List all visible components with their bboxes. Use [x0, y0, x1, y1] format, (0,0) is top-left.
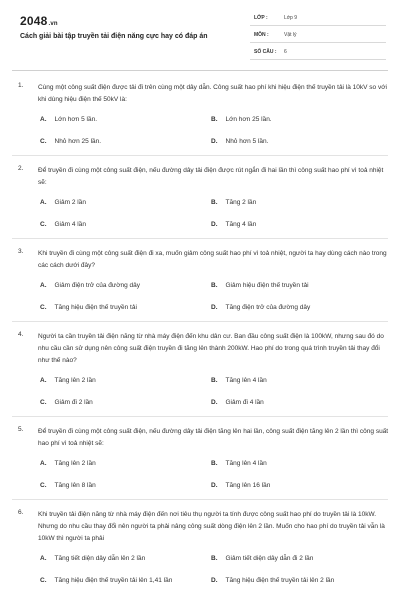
answer-b[interactable] — [211, 116, 272, 123]
answer-letter: A. — [40, 199, 47, 206]
answer-letter: D. — [211, 304, 218, 311]
site-logo[interactable] — [20, 14, 58, 28]
answer-a[interactable] — [40, 199, 86, 206]
meta-key: SỐ CÂU : — [254, 49, 277, 55]
meta-value: Lớp 9 — [284, 15, 298, 21]
answer-b[interactable] — [211, 199, 256, 206]
answer-text: Lớn hơn 25 lần. — [225, 116, 272, 123]
answer-text: Tăng 4 lần — [225, 221, 257, 228]
question-text: Cùng một công suất điện được tải đi trên cùng một dây dẫn. Công suất hao phí khi hiệu điện thế truyền tải là 10kV so với khi dùng hiệu điện thế 50kV là: — [38, 84, 387, 103]
answer-letter: B. — [211, 460, 218, 467]
answer-letter: C. — [40, 577, 47, 584]
answer-d[interactable] — [211, 399, 264, 406]
answer-text: Tăng lên 8 lần — [54, 482, 96, 489]
answer-letter: C. — [40, 221, 47, 228]
question-divider — [12, 499, 388, 500]
answer-text: Lớn hơn 5 lần. — [54, 116, 97, 123]
question-divider — [12, 321, 388, 322]
answer-letter: B. — [211, 116, 218, 123]
answer-letter: C. — [40, 304, 47, 311]
meta-key: LỚP : — [254, 15, 268, 21]
answer-letter: C. — [40, 399, 47, 406]
answer-text: Tăng lên 4 lần — [225, 460, 267, 467]
answer-text: Tăng hiệu điện thế truyền tải lên 2 lần — [225, 577, 335, 584]
question-number: 3. — [18, 248, 24, 255]
answer-c[interactable] — [40, 221, 86, 228]
question-divider — [12, 416, 388, 417]
answer-letter: A. — [40, 460, 47, 467]
question-text: Người ta cần truyền tải điện năng từ nhà máy điện đến khu dân cư. Ban đầu công suất điện là 100kW, nhưng sau đó do nhu cầu cần sử dụng nên công suất điện truyền đi tăng lên thành 200kW. Hao phí do trong quá trình truyền tải thay đổi như thế nào? — [38, 333, 384, 364]
answer-text: Tăng điện trở của đường dây — [225, 304, 311, 311]
answer-letter: D. — [211, 138, 218, 145]
meta-row-count — [250, 47, 386, 60]
answer-b[interactable] — [211, 282, 309, 289]
answer-d[interactable] — [211, 577, 334, 584]
answer-d[interactable] — [211, 304, 310, 311]
answer-text: Giảm hiệu điện thế truyền tải — [225, 282, 309, 289]
answer-d[interactable] — [211, 221, 256, 228]
answer-a[interactable] — [40, 377, 96, 384]
answer-text: Giảm tiết diện dây dẫn đi 2 lần — [225, 555, 314, 562]
meta-value: 6 — [284, 49, 287, 55]
question-text: Để truyền đi cùng một công suất điện, nếu đường dây tải điện tăng lên hai lần, công suất điện tăng lên 2 lần thì công suất hao phí vì toả nhiệt sẽ: — [38, 428, 389, 447]
question-number: 5. — [18, 426, 24, 433]
answer-letter: A. — [40, 282, 47, 289]
answer-text: Tăng tiết diện dây dẫn lên 2 lần — [54, 555, 146, 562]
answer-text: Giảm đi 2 lần — [54, 399, 93, 406]
answer-d[interactable] — [211, 482, 270, 489]
meta-info — [250, 13, 386, 64]
answer-a[interactable] — [40, 460, 96, 467]
answer-text: Nhỏ hơn 25 lần. — [54, 138, 102, 145]
question-text: Để truyền đi cùng một công suất điện, nếu đường dây tải điện được rút ngắn đi hai lần thì công suất hao phí vì toả nhiệt sẽ: — [38, 167, 384, 186]
answer-text: Tăng lên 4 lần — [225, 377, 267, 384]
answer-letter: D. — [211, 577, 218, 584]
answer-text: Giảm 2 lần — [54, 199, 86, 206]
answer-letter: B. — [211, 555, 218, 562]
answer-letter: B. — [211, 199, 218, 206]
question-text: Khi truyền tải điện năng từ nhà máy điện đến nơi tiêu thụ người ta tính được công suất hao phí do truyền tải là 10kW. Nhưng do nhu cầu thay đổi nên người ta phải nâng công suất dòng điện lên 2 lần. Muốn cho hao phí do truyền tải vẫn là 10kW thì người ta phải — [38, 511, 385, 542]
meta-value: Vật lý — [284, 32, 297, 38]
logo-suffix: .vn — [48, 21, 58, 27]
answer-b[interactable] — [211, 555, 313, 562]
question-number: 4. — [18, 331, 24, 338]
answer-d[interactable] — [211, 138, 268, 145]
meta-key: MÔN : — [254, 32, 269, 38]
answer-letter: C. — [40, 482, 47, 489]
question-text: Khi truyền đi cùng một công suất điện đi xa, muốn giảm công suất hao phí vì toả nhiệt, người ta hay dùng cách nào trong các cách dưới đây? — [38, 250, 387, 269]
answer-c[interactable] — [40, 304, 137, 311]
answer-letter: D. — [211, 482, 218, 489]
answer-text: Tăng 2 lần — [225, 199, 257, 206]
answer-text: Tăng hiệu điện thế truyền tải — [54, 304, 137, 311]
answer-text: Tăng lên 2 lần — [54, 460, 96, 467]
question-number: 6. — [18, 509, 24, 516]
answer-text: Tăng hiệu điện thế truyền tải lên 1,41 lần — [54, 577, 173, 584]
answer-c[interactable] — [40, 138, 101, 145]
answer-letter: D. — [211, 399, 218, 406]
answer-c[interactable] — [40, 482, 96, 489]
answer-text: Giảm điện trở của đường dây — [54, 282, 140, 289]
answer-letter: C. — [40, 138, 47, 145]
question-divider — [12, 155, 388, 156]
answer-a[interactable] — [40, 282, 140, 289]
answer-text: Tăng lên 2 lần — [54, 377, 96, 384]
meta-row-class — [250, 13, 386, 26]
answer-a[interactable] — [40, 555, 145, 562]
answer-letter: A. — [40, 377, 47, 384]
answer-c[interactable] — [40, 577, 172, 584]
question-number: 1. — [18, 82, 24, 89]
header-divider — [12, 70, 388, 71]
answer-letter: B. — [211, 282, 218, 289]
answer-b[interactable] — [211, 377, 267, 384]
answer-text: Giảm 4 lần — [54, 221, 86, 228]
answer-text: Giảm đi 4 lần — [225, 399, 264, 406]
answer-letter: A. — [40, 555, 47, 562]
answer-letter: B. — [211, 377, 218, 384]
question-divider — [12, 238, 388, 239]
question-number: 2. — [18, 165, 24, 172]
header — [0, 0, 400, 72]
answer-text: Tăng lên 16 lần — [225, 482, 271, 489]
page-title: Cách giải bài tập truyền tải điện năng cực hay có đáp án — [20, 33, 208, 40]
answer-a[interactable] — [40, 116, 97, 123]
answer-c[interactable] — [40, 399, 93, 406]
logo-text: 2048 — [20, 14, 48, 28]
answer-letter: A. — [40, 116, 47, 123]
answer-b[interactable] — [211, 460, 267, 467]
answer-letter: D. — [211, 221, 218, 228]
answer-text: Nhỏ hơn 5 lần. — [225, 138, 269, 145]
meta-row-subject — [250, 30, 386, 43]
